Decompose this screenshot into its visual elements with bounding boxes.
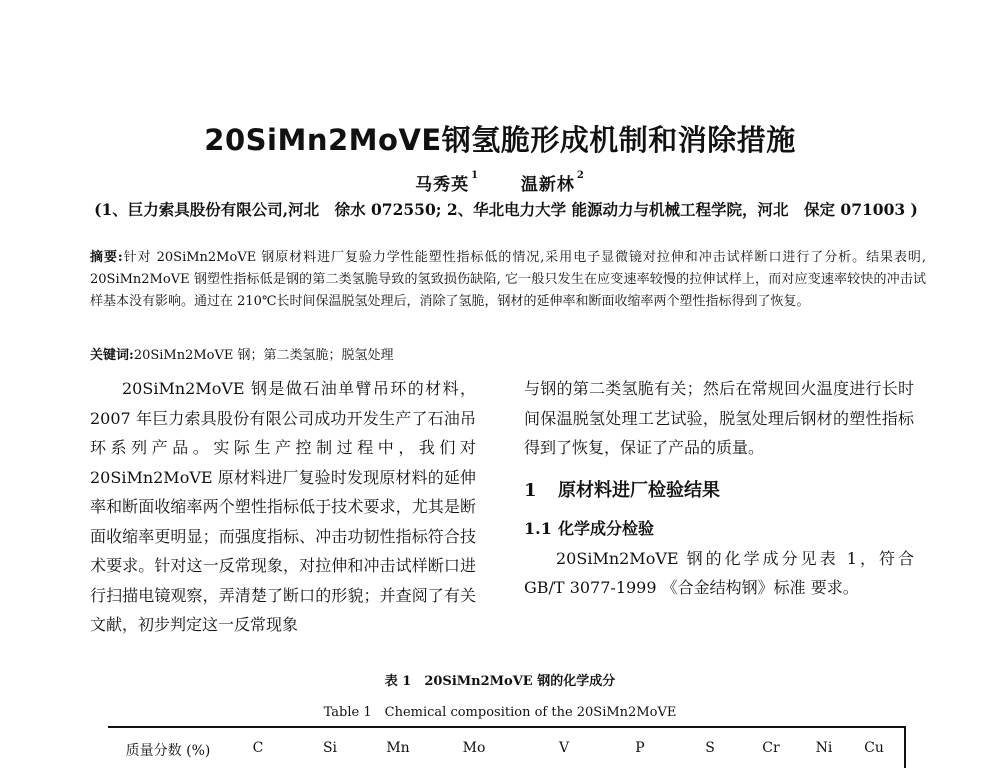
table-header-cell: Ni: [815, 740, 833, 756]
keywords-text: 20SiMn2MoVE 钢；第二类氢脆；脱氢处理: [133, 348, 394, 363]
subsection-heading-1-1: [524, 514, 914, 544]
table-caption-english: Table 1 Chemical composition of the 20SiMn2MoVE: [323, 705, 677, 720]
author-1-affil-mark: 1: [471, 170, 480, 181]
table-header-cell: Mo: [462, 740, 486, 756]
section-heading-1: [524, 476, 914, 506]
table-header-cell: Cu: [864, 740, 884, 756]
table-header-cell: C: [252, 740, 264, 756]
table-header-cell: V: [558, 740, 570, 756]
author-2-affil-mark: 2: [576, 170, 585, 181]
table-header-cell: Mn: [386, 740, 410, 756]
table-header-row: [108, 740, 904, 762]
keywords: [90, 346, 926, 366]
body-left-column: [90, 374, 476, 640]
body-right-column: [524, 374, 914, 603]
chemical-composition-paragraph: 20SiMn2MoVE 钢的化学成分见表 1，符合 GB/T 3077-1999 《合金结构钢》标准 要求。: [524, 548, 914, 597]
affiliation: (1、巨力索具股份有限公司,河北 徐水 072550; 2、华北电力大学 能源动力与机械工程学院，河北 保定 071003 ): [94, 200, 918, 219]
abstract: [90, 247, 926, 313]
intro-paragraph-continued: 与钢的第二类氢脆有关；然后在常规回火温度进行长时间保温脱氢处理工艺试验，脱氢处理后钢材的塑性指标得到了恢复，保证了产品的质量。: [524, 379, 914, 457]
table-header-cell: S: [705, 740, 715, 756]
section-number: 1: [524, 479, 537, 501]
author-line: [0, 170, 1000, 195]
author-1-name: 马秀英: [415, 175, 470, 195]
section-title: 原材料进厂检验结果: [558, 479, 720, 501]
table-header-cell: Cr: [762, 740, 780, 756]
subsection-number: 1.1: [524, 519, 552, 538]
keywords-label: 关键词:: [90, 348, 134, 363]
abstract-label: 摘要:: [90, 250, 123, 265]
table-header-cell: P: [635, 740, 645, 756]
table-header-cell: Si: [322, 740, 338, 756]
composition-table: [108, 726, 906, 768]
author-2-name: 温新林: [520, 175, 575, 195]
subsection-title: 化学成分检验: [558, 519, 655, 538]
table-caption-chinese: 表 1 20SiMn2MoVE 钢的化学成分: [384, 674, 616, 689]
intro-paragraph: 20SiMn2MoVE 钢是做石油单臂吊环的材料，2007 年巨力索具股份有限公司成功开发生产了石油吊环系列产品。实际生产控制过程中，我们对 20SiMn2MoVE 原材料进厂复验时发现原材料的延伸率和断面收缩率两个塑性指标低于技术要求，尤其是断面收缩率更明显；而强度指标、冲击功韧性指标符合技术要求。针对这一反常现象，对拉伸和冲击试样断口进行扫描电镜观察，弄清楚了断口的形貌；并查阅了有关文献，初步判定这一反常现象: [90, 379, 476, 634]
paper-title: 20SiMn2MoVE钢氢脆形成机制和消除措施: [204, 123, 796, 157]
abstract-text: 针对 20SiMn2MoVE 钢原材料进厂复验力学性能塑性指标低的情况,采用电子显微镜对拉伸和冲击试样断口进行了分析。结果表明, 20SiMn2MoVE 钢塑性指标低是钢的第二类氢脆导致的氢致损伤缺陷, 它一般只发生在应变速率较慢的拉伸试样上，而对应变速率较快的冲击试样基本没有影响。通过在 210℃长时间保温脱氢处理后，消除了氢脆，钢材的延伸率和断面收缩率两个塑性指标得到了恢复。: [90, 250, 926, 309]
table-header-cell: 质量分数 (%): [125, 743, 211, 759]
